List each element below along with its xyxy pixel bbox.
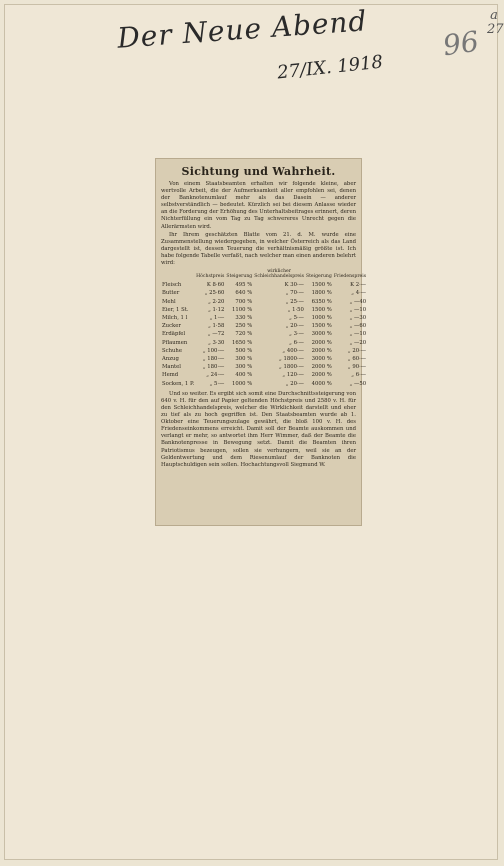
table-row [161, 298, 367, 306]
table-cell-value: 1650 % [232, 339, 253, 346]
table-cell-value: „ 25·60 [204, 290, 225, 297]
table-cell-value: 1500 % [311, 306, 332, 313]
table-row [161, 355, 367, 363]
header-item [161, 269, 195, 281]
table-cell-value: „ 1800·— [279, 364, 304, 371]
category-letter: a [490, 8, 498, 23]
table-cell-value: „ 1·12 [208, 306, 225, 313]
table-cell-item: Erdäpfel [162, 331, 186, 338]
table-cell-value: „ 20·— [347, 347, 367, 354]
table-cell-value: „ 25·— [285, 298, 304, 305]
table-cell-value: 720 % [235, 331, 253, 338]
table-cell-item: Socken, 1 P. [162, 380, 195, 387]
table-cell-value: „ 1·50 [287, 306, 304, 313]
table-cell-value: 1500 % [311, 282, 332, 289]
table-cell-value: „ 3·— [289, 331, 304, 338]
table-cell-value: „ 70·— [285, 290, 304, 297]
table-cell-item: Eier, 1 St. [162, 306, 189, 313]
table-cell-value: „ 6·— [351, 372, 367, 379]
table-cell-value: 400 % [235, 372, 253, 379]
table-cell-item: Hemd [162, 372, 179, 379]
intro-paragraph-2: Ihr Ihrem geschätzten Blatte vom 21. d. M. wurde eine Zusammenstellung wiedergegeben, in welcher Österreich als das Land dargestellt ist, dessen Teuerung die verhältnismäßig größte ist. Ich habe folgende Tabelle verfaßt, nach welcher man einen anderen belehrt wird: [161, 231, 356, 267]
table-cell-value: „ 400·— [282, 347, 304, 354]
table-cell-value: „ 90·— [347, 364, 367, 371]
handwritten-date: 27/IX. 1918 [276, 51, 384, 84]
table-row [161, 371, 367, 379]
table-row [161, 322, 367, 330]
table-cell-value: „ 120·— [282, 372, 304, 379]
table-cell-value: „ 1·58 [208, 323, 225, 330]
table-row [161, 363, 367, 371]
table-cell-value: 640 % [235, 290, 253, 297]
header-max-price: Höchstpreis [196, 274, 225, 280]
handwritten-newspaper-name: Der Neue Abend [116, 4, 369, 55]
handwritten-category-mark [487, 8, 504, 37]
table-cell-item: Mehl [162, 298, 176, 305]
table-cell-value: K 30·— [284, 282, 304, 289]
table-row [161, 380, 367, 388]
table-cell-value: „ 4·— [351, 290, 367, 297]
archive-sheet [4, 4, 504, 860]
table-cell-value: „ 20·— [285, 323, 304, 330]
table-cell-value: „ 180·— [202, 355, 225, 362]
header-increase-2: Steigerung [305, 274, 332, 280]
table-cell-item: Pflaumen [162, 339, 188, 346]
outro-paragraph: Und so weiter. Es ergibt sich somit eine Durchschnittssteigerung von 640 v. H. für den auf Papier geltenden Höchstpreis und 2580 v. H. für den Schleichhandelspreis, welcher die Wirklichkeit darstellt und eher zu tief als zu hoch gegriffen ist. Den Staatsbeamten wurde ab 1. Oktober eine Teuerungszulage gewährt, die bloß 100 v. H. des Friedenseinkommens erreicht. Damit soll der Beamte auskommen und verlangt er mehr, so antwortet ihm Herr Wimmer, daß der Beamte die Banknotenpresse in Bewegung setzt. Damit die Beamten ihren Patriotismus bezeugen, sollen sie verhungern, weil sie an der Geldentwertung und dem Riesenumlauf der Banknoten die Hauptschuldigen sein sollen. Hochachtungsvoll Siegmund W. [161, 390, 356, 468]
table-cell-value: 1000 % [232, 380, 253, 387]
table-cell-value: „ —72 [207, 331, 225, 338]
table-cell-value: „ —20 [349, 339, 367, 346]
category-number: 27 [487, 22, 504, 37]
table-cell-value: „ —40 [349, 298, 367, 305]
table-cell-value: 1800 % [311, 290, 332, 297]
header-increase-1: Steigerung [226, 274, 253, 280]
table-cell-value: „ 60·— [347, 355, 367, 362]
table-cell-item: Fleisch [162, 282, 182, 289]
table-cell-value: „ —50 [349, 380, 367, 387]
table-cell-value: 500 % [235, 347, 253, 354]
table-row [161, 339, 367, 347]
handwritten-archive-number: 96 [440, 24, 481, 63]
table-cell-value: 3000 % [311, 331, 332, 338]
table-cell-value: „ —10 [349, 306, 367, 313]
table-cell-value: 3000 % [311, 355, 332, 362]
header-peace-price: Friedenspreis [333, 274, 367, 280]
table-cell-value: 250 % [235, 323, 253, 330]
table-cell-value: 700 % [235, 298, 253, 305]
table-cell-value: 1500 % [311, 323, 332, 330]
clipping-title: Sichtung und Wahrheit. [181, 165, 336, 178]
table-cell-value: 2000 % [311, 339, 332, 346]
table-cell-value: 1100 % [232, 306, 253, 313]
table-cell-item: Schuhe [162, 347, 182, 354]
table-cell-value: „ 1800·— [279, 355, 304, 362]
newspaper-clipping [155, 158, 367, 526]
table-cell-value: 2000 % [311, 347, 332, 354]
table-cell-value: „ 6·— [289, 339, 304, 346]
table-cell-value: 300 % [235, 364, 253, 371]
table-cell-value: „ 20·— [285, 380, 304, 387]
table-cell-value: 1000 % [311, 314, 332, 321]
table-cell-value: 330 % [235, 314, 253, 321]
table-cell-value: 300 % [235, 355, 253, 362]
table-cell-item: Mantel [162, 364, 181, 371]
table-cell-value: „ 5·— [209, 380, 225, 387]
table-cell-value: K 8·60 [206, 282, 225, 289]
table-cell-value: „ 24·— [206, 372, 225, 379]
price-table-header [161, 269, 367, 281]
price-table-body [161, 281, 367, 388]
table-cell-value: 6350 % [311, 298, 332, 305]
table-row [161, 330, 367, 338]
table-cell-item: Zucker [162, 323, 181, 330]
table-row [161, 281, 367, 289]
table-cell-item: Milch, 1 l [162, 314, 188, 321]
table-cell-value: „ 5·— [289, 314, 304, 321]
table-cell-value: „ —60 [349, 323, 367, 330]
table-cell-value: „ 100·— [202, 347, 225, 354]
table-cell-value: 2000 % [311, 364, 332, 371]
intro-paragraph-1: Von einem Staatsbeamten erhalten wir folgende kleine, aber wertvolle Arbeit, die der Aufmerksamkeit aller empfohlen sei, denen der Banknotenumlauf mehr als das Dasein — anderer selbstverständlich — bedeutet. Kürzlich sei bei diesem Anlasse wieder an die Forderung der Erhöhung des Unterhaltsbeitrages erinnert, deren Nichterfüllung ein vom Tag zu Tag schwereres Unrecht gegen die Allerärmsten wird. [161, 181, 356, 230]
table-cell-value: 495 % [235, 282, 253, 289]
header-black-market-price: wirklicher Schleichhandelspreis [254, 269, 304, 280]
table-cell-value: 2000 % [311, 372, 332, 379]
table-row [161, 289, 367, 297]
table-cell-item: Anzug [162, 355, 179, 362]
table-cell-value: „ —30 [349, 314, 367, 321]
table-row [161, 314, 367, 322]
table-cell-value: „ 1·— [209, 314, 225, 321]
table-cell-value: K 2·— [350, 282, 367, 289]
table-cell-value: 4000 % [311, 380, 332, 387]
table-cell-value: „ 3·30 [208, 339, 225, 346]
table-cell-value: „ 180·— [202, 364, 225, 371]
table-cell-item: Butter [162, 290, 180, 297]
table-row [161, 306, 367, 314]
table-row [161, 347, 367, 355]
price-table [161, 269, 367, 388]
table-cell-value: „ 2·20 [208, 298, 225, 305]
table-cell-value: „ —10 [349, 331, 367, 338]
